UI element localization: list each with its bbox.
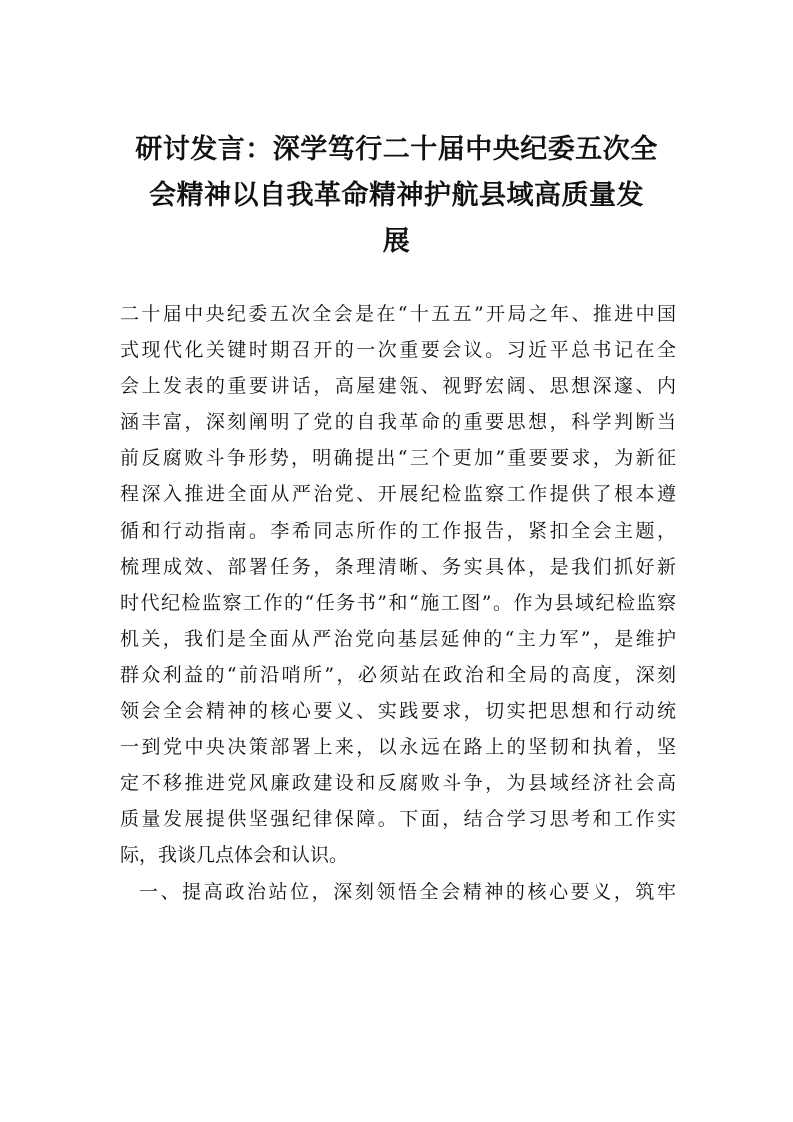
title-line-3: 展 <box>382 226 411 257</box>
body-line: 会上发表的重要讲话，高屋建瓴、视野宏阔、思想深邃、内 <box>120 375 676 398</box>
body-line: 群众利益的“前沿哨所”，必须站在政治和全局的高度，深刻 <box>120 663 676 686</box>
body-line: 定不移推进党风廉政建设和反腐败斗争，为县域经济社会高 <box>120 772 676 795</box>
title-line-2: 会精神以自我革命精神护航县域高质量发 <box>149 180 644 211</box>
section-heading-line: 一、提高政治站位，深刻领悟全会精神的核心要义，筑牢 <box>139 880 676 903</box>
body-line: 机关，我们是全面从严治党向基层延伸的“主力军”，是维护 <box>120 627 676 650</box>
body-line: 涵丰富，深刻阐明了党的自我革命的重要思想，科学判断当 <box>120 411 676 434</box>
body-line: 二十届中央纪委五次全会是在“十五五”开局之年、推进中国 <box>120 303 676 325</box>
body-line: 际，我谈几点体会和认识。 <box>120 844 349 867</box>
body-line: 质量发展提供坚强纪律保障。下面，结合学习思考和工作实 <box>120 808 676 831</box>
body-line: 式现代化关键时期召开的一次重要会议。习近平总书记在全 <box>120 339 676 362</box>
body-line: 领会全会精神的核心要义、实践要求，切实把思想和行动统 <box>120 700 676 723</box>
body-line: 一到党中央决策部署上来，以永远在路上的坚韧和执着，坚 <box>120 736 676 759</box>
document-body <box>120 296 676 910</box>
title-line-1: 研讨发言：深学笃行二十届中央纪委五次全 <box>135 134 658 165</box>
body-line: 前反腐败斗争形势，明确提出“三个更加”重要要求，为新征 <box>120 447 676 470</box>
body-line: 循和行动指南。李希同志所作的工作报告，紧扣全会主题， <box>120 519 676 542</box>
body-line: 程深入推进全面从严治党、开展纪检监察工作提供了根本遵 <box>120 483 676 506</box>
body-line: 时代纪检监察工作的“任务书”和“施工图”。作为县域纪检监察 <box>120 591 676 614</box>
document-title <box>118 127 675 265</box>
body-line: 梳理成效、部署任务，条理清晰、务实具体，是我们抓好新 <box>120 555 676 578</box>
